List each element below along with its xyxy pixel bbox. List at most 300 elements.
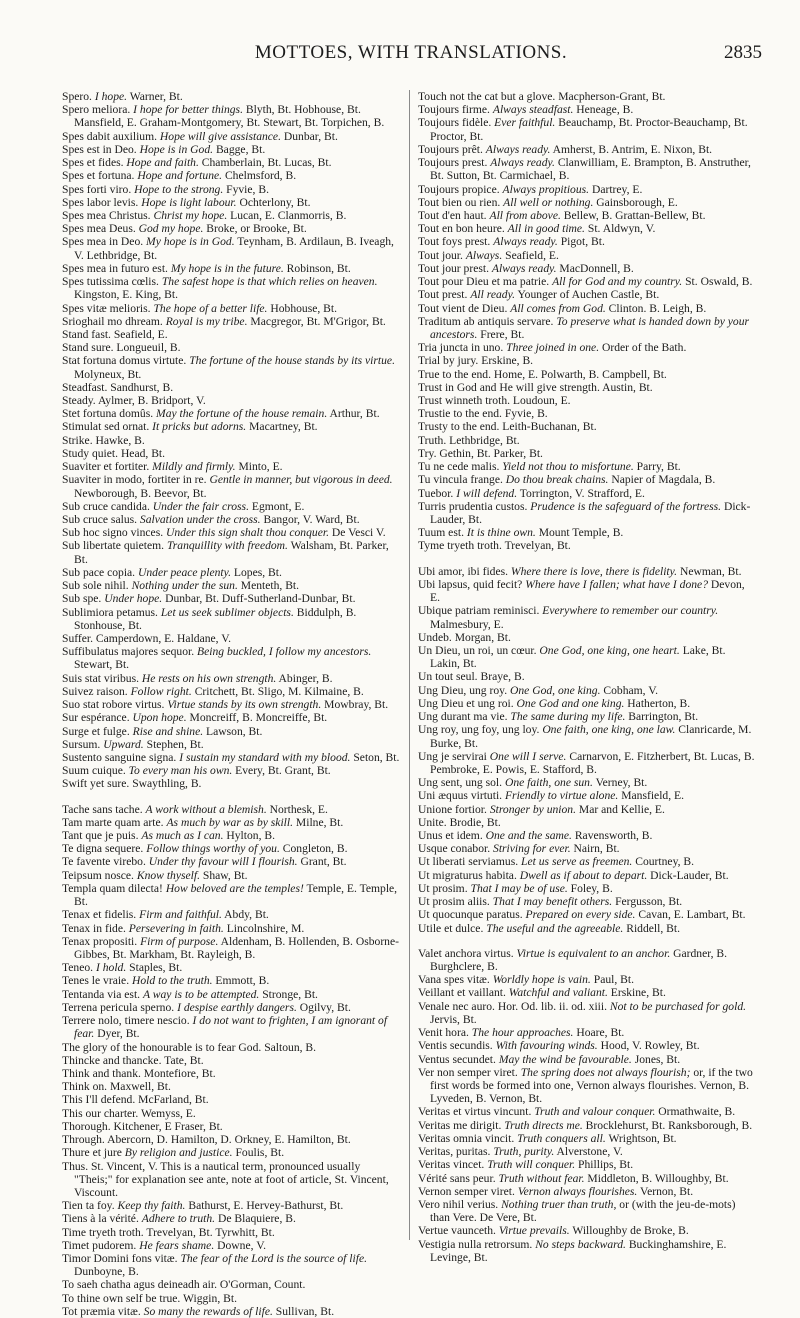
motto-text: Tenes le vraie. (62, 974, 133, 988)
motto-translation: Where there is love, there is fidelity. (510, 564, 678, 578)
motto-entry (62, 711, 400, 724)
motto-holders: Gethin, Bt. Parker, Bt. (439, 446, 543, 460)
motto-holders: Emmott, B. (212, 974, 270, 988)
motto-text: Vérité sans peur. (418, 1171, 499, 1185)
motto-entry (62, 381, 400, 394)
motto-translation: One faith, one king, one law. (542, 723, 676, 737)
motto-entry (418, 1224, 756, 1237)
motto-holders: Dunboyne, B. (74, 1265, 139, 1279)
motto-text: Sursum. (62, 737, 104, 751)
motto-text: True to the end. (418, 367, 494, 381)
motto-entry (418, 670, 756, 683)
motto-holders: Broke, or Brooke, Bt. (203, 222, 307, 236)
motto-holders: Walsham, Bt. Parker, Bt. (74, 539, 389, 566)
motto-entry (418, 631, 756, 644)
motto-entry (62, 961, 400, 974)
motto-translation: Hope and faith. (126, 156, 199, 170)
motto-holders: Chamberlain, Bt. Lucas, Bt. (198, 156, 332, 170)
motto-text: Trustie to the end. (418, 407, 505, 421)
page-number: 2835 (724, 42, 762, 63)
motto-entry (62, 908, 400, 921)
motto-entry (62, 328, 400, 341)
motto-entry (418, 908, 756, 921)
motto-translation: Hold to the truth. (132, 974, 213, 988)
motto-text: Tu vincula frange. (418, 473, 506, 487)
motto-text: Uni æquus virtuti. (418, 789, 505, 803)
motto-text: Steady. (62, 394, 98, 408)
motto-entry (62, 1014, 400, 1040)
motto-translation: One God, one king. (510, 683, 601, 697)
motto-entry (418, 1039, 756, 1052)
motto-translation: May the wind be favourable. (498, 1052, 632, 1066)
motto-text: Traditum ab antiquis servare. (418, 314, 557, 328)
motto-translation: Virtue stands by its own strength. (167, 698, 322, 712)
motto-text: Unione fortior. (418, 802, 490, 816)
motto-holders: Bathurst, E. Hervey-Bathurst, Bt. (185, 1199, 344, 1213)
motto-entry (418, 262, 756, 275)
motto-translation: Under the fair cross. (152, 499, 249, 513)
motto-holders: Alverstone, V. (554, 1145, 623, 1159)
motto-holders: Lawson, Bt. (203, 724, 263, 738)
motto-text: Vero nihil verius. (418, 1197, 502, 1211)
motto-text: Spes et fides. (62, 156, 127, 170)
motto-entry (62, 606, 400, 632)
motto-translation: God my hope. (138, 222, 204, 236)
motto-translation: I sustain my standard with my blood. (179, 750, 351, 764)
motto-entry (62, 829, 400, 842)
motto-text: Vernon semper viret. (418, 1184, 518, 1198)
motto-translation: The hour approaches. (471, 1026, 574, 1040)
motto-text: Tout bien ou rien. (418, 195, 504, 209)
motto-text: Sub cruce salus. (62, 513, 140, 526)
motto-holders: Lethbridge, Bt. (449, 433, 520, 447)
motto-entry (62, 592, 400, 605)
motto-translation: A work without a blemish. (145, 802, 267, 816)
motto-text: Sublimiora petamus. (62, 605, 161, 619)
motto-holders: Seton, Bt. (350, 750, 400, 764)
motto-text: Undeb. (418, 630, 455, 644)
motto-holders: McFarland, Bt. (138, 1093, 209, 1107)
motto-text: Stat fortuna domus virtute. (62, 354, 190, 368)
motto-entry (418, 156, 756, 182)
motto-text: Ut prosim. (418, 881, 471, 895)
motto-text: Ut quocunque paratus. (418, 908, 526, 922)
motto-entry (62, 1292, 400, 1305)
section-gap (62, 791, 400, 803)
motto-translation: Upon hope. (132, 711, 187, 725)
motto-holders: Jervis, Bt. (430, 1012, 477, 1026)
motto-text: Truth. (418, 433, 450, 447)
motto-holders: St. Oswald, B. (682, 275, 753, 289)
motto-text: Unus et idem. (418, 829, 486, 843)
motto-holders: Seafield, E. (502, 248, 559, 262)
motto-holders: Ravensworth, B. (571, 829, 653, 843)
motto-entry (418, 500, 756, 526)
motto-holders: Lopes, Bt. (231, 565, 282, 579)
motto-holders: De Blaquiere, B. (215, 1212, 296, 1226)
motto-holders: Wemyss, E. (141, 1106, 196, 1120)
motto-holders: Shaw, Bt. (199, 868, 248, 882)
motto-entry (62, 130, 400, 143)
motto-text: Sub hoc signo vinces. (62, 526, 167, 540)
motto-entry (62, 777, 400, 790)
motto-text: Spero meliora. (62, 103, 134, 117)
right-column (418, 90, 756, 1264)
motto-holders: Loudoun, E. (512, 394, 571, 408)
motto-holders: Nairn, Bt. (570, 842, 620, 856)
motto-text: Thure et jure (62, 1146, 125, 1160)
motto-entry (418, 1066, 756, 1106)
motto-text: Spes mea Christus. (62, 208, 154, 222)
motto-entry (62, 869, 400, 882)
motto-entry (62, 672, 400, 685)
motto-holders: Dyer, Bt. (94, 1027, 140, 1041)
motto-holders: Morgan, Bt. (454, 630, 511, 644)
motto-holders: Teynham, B. Ardilaun, B. Iveagh, V. Lethbridge, Bt. (74, 235, 394, 262)
motto-translation: Truth directs me. (504, 1118, 583, 1132)
motto-holders: Downe, V. (214, 1238, 266, 1252)
motto-holders: or, if the two first words be formed into one, Vernon always flourishes. Vernon, B. Lyveden, B. Vernon, Bt. (430, 1065, 753, 1106)
motto-translation: He fears shame. (139, 1238, 215, 1252)
motto-translation: As much by war as by skill. (166, 815, 294, 829)
motto-text: Sub pace copia. (62, 565, 138, 579)
motto-holders: Cobham, V. (600, 683, 659, 697)
motto-holders: O'Gorman, Count. (219, 1278, 306, 1292)
motto-translation: Let us serve as freemen. (521, 855, 633, 869)
motto-holders: Newman, Bt. (677, 564, 742, 578)
motto-translation: Truth, purity. (493, 1145, 555, 1159)
motto-translation: One and the same. (485, 829, 572, 843)
motto-text: Think and thank. (62, 1066, 144, 1080)
motto-holders: Abdy, Bt. (221, 908, 269, 922)
motto-translation: So many the rewards of life. (143, 1304, 273, 1318)
motto-entry (62, 434, 400, 447)
motto-entry (418, 855, 756, 868)
motto-holders: Leith-Buchanan, Bt. (502, 420, 597, 434)
motto-holders: Brodie, Bt. (449, 815, 501, 829)
motto-holders: Macpherson-Grant, Bt. (558, 90, 666, 103)
motto-translation: No steps backward. (535, 1237, 626, 1251)
motto-entry (418, 1026, 756, 1039)
motto-text: Tout pour Dieu et ma patrie. (418, 275, 553, 289)
motto-translation: That I may be of use. (470, 881, 568, 895)
motto-text: Timor Domini fons vitæ. (62, 1252, 181, 1266)
motto-text: Study quiet. (62, 446, 121, 460)
motto-translation: I despise earthly dangers. (177, 1000, 297, 1014)
motto-holders: Congleton, B. (279, 842, 348, 856)
motto-text: Spes dabit auxilium. (62, 129, 160, 143)
motto-entry (62, 156, 400, 169)
motto-holders: Sandhurst, B. (110, 380, 174, 394)
motto-translation: Always. (465, 248, 503, 262)
motto-translation: Striving for ever. (493, 842, 571, 856)
motto-entry (418, 895, 756, 908)
motto-text: Usque conabor. (418, 842, 494, 856)
motto-holders: Gardner, B. Burghclere, B. (430, 946, 728, 973)
motto-text: Tam marte quam arte. (62, 815, 167, 829)
motto-translation: Christ my hope. (153, 208, 228, 222)
motto-entry (418, 143, 756, 156)
motto-entry (62, 526, 400, 539)
motto-text: Venale nec auro. Hor. Od. lib. ii. od. xiii. (418, 999, 610, 1013)
motto-holders: Hatherton, B. (624, 696, 691, 710)
motto-holders: Egmont, E. (248, 499, 305, 513)
motto-text: Trusty to the end. (418, 420, 503, 434)
motto-entry (62, 183, 400, 196)
motto-text: Spes tutissima cœlis. (62, 275, 162, 289)
motto-holders: Austin, Bt. (602, 380, 653, 394)
motto-text: Veritas et virtus vincunt. (418, 1105, 535, 1119)
motto-entry (418, 354, 756, 367)
motto-entry (62, 473, 400, 499)
motto-holders: Abercorn, D. Hamilton, D. Orkney, E. Hamilton, Bt. (107, 1133, 351, 1147)
motto-entry (62, 1133, 400, 1146)
motto-text: Toujours propice. (418, 182, 503, 196)
motto-entry (418, 315, 756, 341)
motto-holders: MacDonnell, B. (556, 261, 634, 275)
motto-holders: Longueuil, B. (116, 341, 181, 355)
page-header (60, 42, 762, 74)
motto-entry (418, 1198, 756, 1224)
motto-holders: Dick-Lauder, Bt. (430, 499, 751, 526)
motto-holders: Montefiore, Bt. (143, 1066, 216, 1080)
motto-entry (62, 725, 400, 738)
motto-translation: All for God and my country. (552, 275, 683, 289)
motto-entry (62, 816, 400, 829)
motto-text: Ver non semper viret. (418, 1065, 521, 1079)
motto-holders: Mount Temple, B. (535, 526, 624, 540)
motto-text: Ut liberati serviamus. (418, 855, 522, 869)
motto-holders: Clanwilliam, E. Brampton, B. Anstruther, Bt. Sutton, Bt. Carmichael, B. (430, 156, 751, 183)
motto-entry (418, 420, 756, 433)
motto-translation: All comes from God. (510, 301, 606, 315)
motto-entry (418, 644, 756, 670)
motto-entry (62, 922, 400, 935)
motto-entry (62, 460, 400, 473)
motto-translation: All well or nothing. (503, 195, 594, 209)
motto-translation: It is thine own. (466, 526, 536, 540)
motto-translation: Tranquillity with freedom. (166, 539, 288, 553)
motto-holders: Ochterlony, Bt. (236, 195, 311, 209)
motto-entry (62, 354, 400, 380)
motto-translation: Three joined in one. (506, 341, 600, 355)
motto-holders: Saltoun, B. (264, 1040, 317, 1054)
motto-holders: Head, Bt. (120, 446, 166, 460)
motto-entry (62, 842, 400, 855)
motto-text: Tenax in fide. (62, 921, 129, 935)
motto-entry (418, 288, 756, 301)
motto-translation: Vernon always flourishes. (517, 1184, 638, 1198)
motto-holders: Jones, Bt. (631, 1052, 681, 1066)
motto-translation: To every man his own. (128, 764, 233, 778)
motto-entry (418, 447, 756, 460)
motto-holders: Phillips, Bt. (575, 1158, 634, 1172)
motto-translation: Ever faithful. (494, 116, 556, 130)
motto-text: Tout d'en haut. (418, 208, 490, 222)
motto-text: Toujours prêt. (418, 142, 486, 156)
motto-text: Stimulat sed ornat. (62, 420, 153, 434)
motto-entry (418, 275, 756, 288)
motto-entry (62, 738, 400, 751)
motto-entry (418, 869, 756, 882)
motto-holders: Milne, Bt. (293, 815, 344, 829)
motto-holders: Order of the Bath. (599, 341, 687, 355)
motto-entry (62, 275, 400, 301)
motto-holders: Hood, V. Rowley, Bt. (597, 1039, 700, 1053)
motto-text: Thorough. (62, 1119, 114, 1133)
left-column (62, 90, 400, 1318)
motto-holders: Mansfield, E. (618, 789, 684, 803)
motto-entry (62, 1107, 400, 1120)
motto-holders: Ogilvy, Bt. (296, 1000, 351, 1014)
motto-entry (418, 973, 756, 986)
motto-translation: Always propitious. (502, 182, 590, 196)
motto-translation: Salvation under the cross. (139, 513, 261, 526)
motto-entry (418, 407, 756, 420)
motto-holders: Lake, Bt. Lakin, Bt. (430, 643, 726, 671)
motto-translation: Prepared on every side. (525, 908, 636, 922)
motto-holders: Erskine, Bt. (607, 986, 666, 1000)
motto-entry (418, 90, 756, 103)
motto-text: Ung je servirai (418, 749, 490, 763)
motto-text: Tiens à la vérité. (62, 1212, 142, 1226)
motto-text: Un Dieu, un roi, un cœur. (418, 643, 540, 657)
motto-text: Stand fast. (62, 327, 114, 341)
motto-text: Veritas me dirigit. (418, 1118, 505, 1132)
motto-entry (418, 565, 756, 578)
motto-text: Ung Dieu et ung roi. (418, 696, 517, 710)
motto-translation: Hope is light labour. (141, 195, 237, 209)
motto-translation: One God, one king, one heart. (539, 643, 680, 657)
motto-text: Ubi amor, ibi fides. (418, 564, 511, 578)
motto-translation: Nothing under the sun. (131, 579, 238, 593)
motto-entry (62, 235, 400, 261)
motto-text: Ubique patriam reminisci. (418, 604, 543, 618)
motto-text: Suffibulatus majores sequor. (62, 645, 198, 659)
motto-holders: Trevelyan, Bt. Tyrwhitt, Bt. (146, 1225, 275, 1239)
motto-holders: Ormathwaite, B. (655, 1105, 736, 1119)
motto-entry (62, 407, 400, 420)
motto-text: Spes labor levis. (62, 195, 142, 209)
motto-holders: Buckinghamshire, E. Levinge, Bt. (430, 1237, 727, 1264)
motto-holders: Macartney, Bt. (246, 420, 318, 434)
motto-holders: Parry, Bt. (633, 460, 681, 474)
motto-entry (62, 751, 400, 764)
motto-text: Ung durant ma vie. (418, 710, 511, 724)
motto-text: Spes forti viro. (62, 182, 135, 196)
motto-text: Te digna sequere. (62, 842, 147, 856)
motto-translation: I hold. (95, 961, 127, 975)
motto-entry (62, 500, 400, 513)
motto-text: Ung roy, ung foy, ung loy. (418, 723, 543, 737)
motto-text: Sur espérance. (62, 711, 133, 725)
motto-translation: Gentle in manner, but vigorous in deed. (209, 473, 393, 487)
motto-text: Terrena pericula sperno. (62, 1000, 178, 1014)
motto-holders: Wrightson, Bt. (605, 1131, 677, 1145)
motto-text: Sub libertate quietem. (62, 539, 167, 553)
motto-translation: I hope. (94, 90, 128, 103)
motto-text: Te favente virebo. (62, 855, 149, 869)
motto-entry (418, 434, 756, 447)
motto-holders: Frere, Bt. (477, 327, 525, 341)
motto-entry (62, 579, 400, 592)
motto-translation: I will defend. (456, 486, 518, 500)
motto-holders: Gainsborough, E. (593, 195, 678, 209)
motto-translation: Truth without fear. (498, 1171, 585, 1185)
motto-entry (418, 473, 756, 486)
motto-entry (62, 1239, 400, 1252)
motto-entry (62, 1252, 400, 1278)
motto-text: Tuebor. (418, 486, 457, 500)
motto-entry (418, 1119, 756, 1132)
motto-entry (418, 487, 756, 500)
motto-text: Suo stat robore virtus. (62, 698, 168, 712)
motto-holders: Fergusson, Bt. (612, 895, 683, 909)
motto-holders: Arthur, Bt. (327, 407, 380, 421)
motto-holders: Hawke, B. (95, 433, 145, 447)
motto-text: Un tout seul. (418, 670, 481, 684)
motto-entry (418, 776, 756, 789)
motto-translation: Follow things worthy of you. (146, 842, 280, 856)
motto-entry (418, 1132, 756, 1145)
motto-holders: Maxwell, Bt. (109, 1080, 171, 1094)
motto-entry (418, 341, 756, 354)
motto-entry (418, 460, 756, 473)
motto-entry (418, 684, 756, 697)
motto-entry (62, 1080, 400, 1093)
motto-entry (62, 1001, 400, 1014)
motto-translation: Rise and shine. (132, 724, 204, 738)
motto-entry (418, 947, 756, 973)
motto-text: Stand sure. (62, 341, 117, 355)
motto-entry (62, 341, 400, 354)
motto-entry (62, 974, 400, 987)
motto-holders: Seafield, E. (113, 327, 168, 341)
motto-translation: One will I serve. (489, 749, 567, 763)
motto-translation: Dwell as if about to depart. (519, 868, 648, 882)
motto-entry (62, 143, 400, 156)
motto-holders: Mowbray, Bt. (321, 698, 389, 712)
motto-holders: Temple, E. Temple, Bt. (74, 881, 398, 909)
motto-holders: Lucan, E. Clanmorris, B. (227, 208, 347, 222)
motto-entry (418, 381, 756, 394)
motto-text: Swift yet sure. (62, 777, 133, 791)
motto-text: The glory of the honourable is to fear God. (62, 1040, 265, 1054)
motto-translation: Hope will give assistance. (159, 129, 281, 143)
motto-entry (418, 723, 756, 749)
motto-text: Ventus secundet. (418, 1052, 499, 1066)
motto-holders: Abinger, B. (276, 671, 333, 685)
motto-text: Veillant et vaillant. (418, 986, 509, 1000)
motto-text: Spes mea in Deo. (62, 235, 147, 249)
motto-entry (62, 803, 400, 816)
motto-entry (62, 645, 400, 671)
motto-translation: One faith, one sun. (504, 776, 593, 790)
motto-text: Tyme tryeth troth. (418, 539, 505, 553)
motto-text: Sustento sanguine signa. (62, 750, 180, 764)
motto-text: Teipsum nosce. (62, 868, 137, 882)
motto-translation: May the fortune of the house remain. (156, 407, 328, 421)
motto-holders: Stewart, Bt. (74, 658, 130, 672)
motto-text: Thus. (62, 1159, 91, 1173)
motto-text: Vana spes vitæ. (418, 973, 493, 987)
motto-holders: Dunbar, Bt. Duff-Sutherland-Dunbar, Bt. (162, 592, 356, 606)
motto-holders: Hoare, Bt. (573, 1026, 625, 1040)
motto-text: Tien ta foy. (62, 1199, 118, 1213)
motto-translation: Truth and valour conquer. (534, 1105, 656, 1119)
motto-entry (418, 842, 756, 855)
motto-holders: Younger of Auchen Castle, Bt. (514, 288, 660, 302)
